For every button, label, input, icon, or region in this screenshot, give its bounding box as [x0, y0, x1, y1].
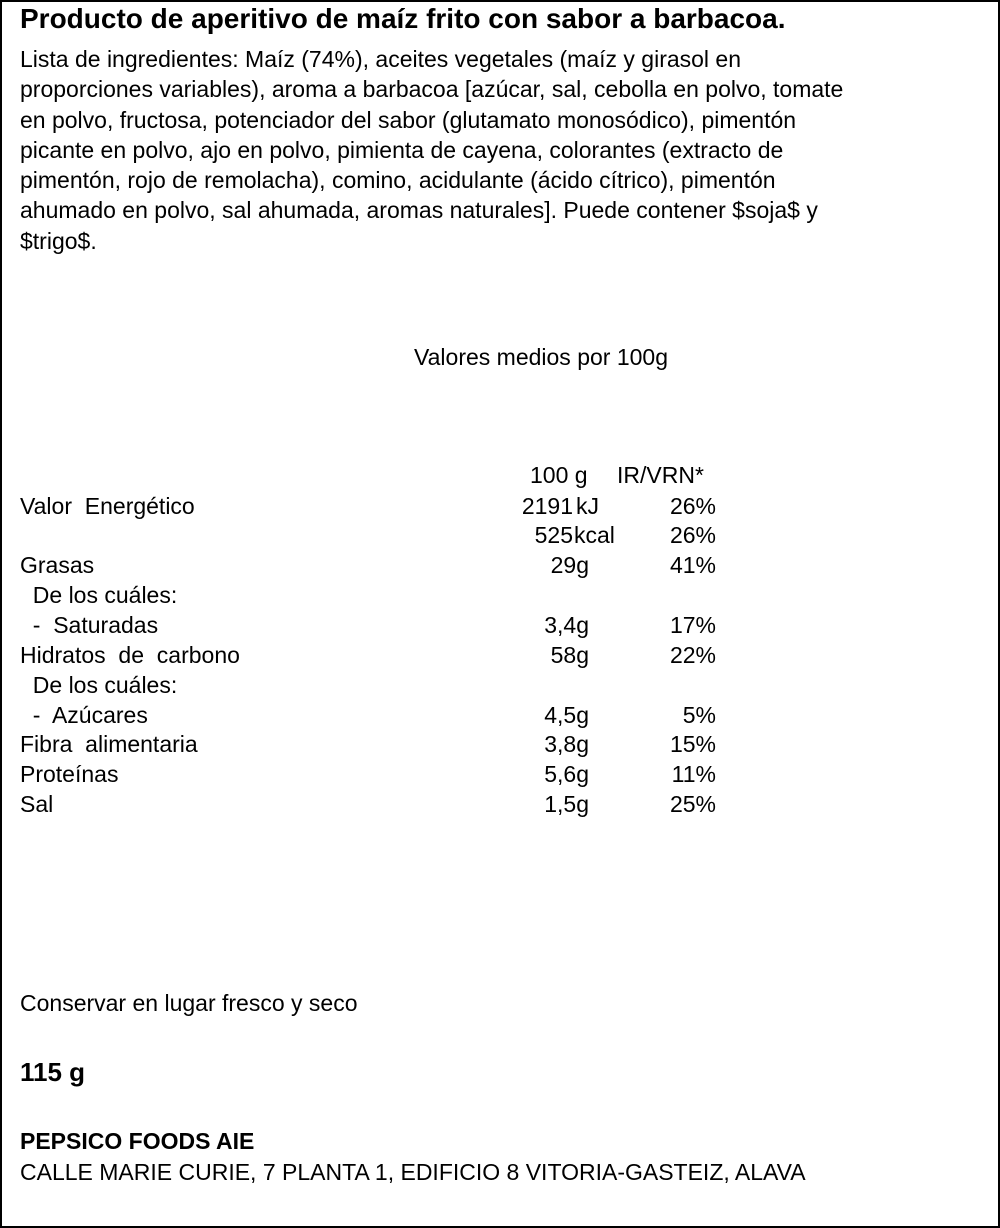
header-ri: IR/VRN* — [617, 462, 704, 488]
nutrient-label: De los cuáles: — [20, 582, 178, 608]
ingredients-line: proporciones variables), aroma a barbacoa [azúcar, sal, cebolla en polvo, tomate — [20, 76, 844, 103]
nutrient-ri: 11% — [671, 761, 716, 787]
energy-kcal-ri: 26% — [669, 522, 716, 548]
ingredients-line: ahumado en polvo, sal ahumada, aromas naturales]. Puede contener $soja$ y — [20, 197, 818, 224]
nutrient-label: De los cuáles: — [20, 672, 178, 698]
nutrient-label: Proteínas — [20, 761, 119, 787]
energy-kj-ri: 26% — [669, 493, 716, 519]
nutrient-ri: 22% — [669, 642, 716, 668]
ingredients-line: pimentón, rojo de remolacha), comino, acidulante (ácido cítrico), pimentón — [20, 167, 776, 194]
nutrient-ri: 15% — [669, 731, 716, 757]
nutrient-amount: 1,5g — [544, 791, 589, 817]
energy-kj-value: 2191 — [521, 493, 573, 519]
nutrient-amount: 29g — [550, 552, 589, 578]
energy-label: Valor Energético — [20, 493, 195, 519]
energy-kj-unit: kJ — [576, 493, 599, 519]
nutrition-caption: Valores medios por 100g — [414, 344, 668, 370]
nutrient-label: - Azúcares — [20, 702, 148, 728]
ingredients-line: $trigo$. — [20, 227, 97, 254]
ingredients-line: en polvo, fructosa, potenciador del sabor (glutamato monosódico), pimentón — [20, 106, 797, 133]
energy-kcal-value: 525 — [534, 522, 573, 548]
nutrient-label: Sal — [20, 791, 54, 817]
nutrient-ri: 41% — [669, 552, 716, 578]
nutrient-label: Grasas — [20, 552, 95, 578]
ingredients-list — [20, 44, 970, 256]
product-title: Producto de aperitivo de maíz frito con sabor a barbacoa. — [20, 3, 786, 34]
ingredients-line: picante en polvo, ajo en polvo, pimienta de cayena, colorantes (extracto de — [20, 136, 784, 163]
energy-kcal-unit: kcal — [574, 522, 615, 548]
nutrient-amount: 3,4g — [544, 612, 589, 638]
nutrient-label: Fibra alimentaria — [20, 731, 198, 757]
header-amount: 100 g — [530, 462, 588, 488]
nutrient-amount: 5,6g — [544, 761, 589, 787]
storage-instructions: Conservar en lugar fresco y seco — [20, 990, 358, 1016]
nutrient-label: - Saturadas — [20, 612, 159, 638]
nutrient-amount: 3,8g — [544, 731, 589, 757]
nutrient-amount: 4,5g — [544, 702, 589, 728]
nutrient-ri: 25% — [669, 791, 716, 817]
company-name: PEPSICO FOODS AIE — [20, 1128, 255, 1154]
company-address: CALLE MARIE CURIE, 7 PLANTA 1, EDIFICIO 8 VITORIA-GASTEIZ, ALAVA — [20, 1159, 806, 1185]
nutrient-label: Hidratos de carbono — [20, 642, 240, 668]
nutrient-amount: 58g — [550, 642, 589, 668]
net-weight: 115 g — [20, 1057, 86, 1087]
nutrient-ri: 5% — [682, 702, 716, 728]
ingredients-line: Lista de ingredientes: Maíz (74%), aceites vegetales (maíz y girasol en — [20, 46, 742, 72]
nutrient-ri: 17% — [669, 612, 716, 638]
